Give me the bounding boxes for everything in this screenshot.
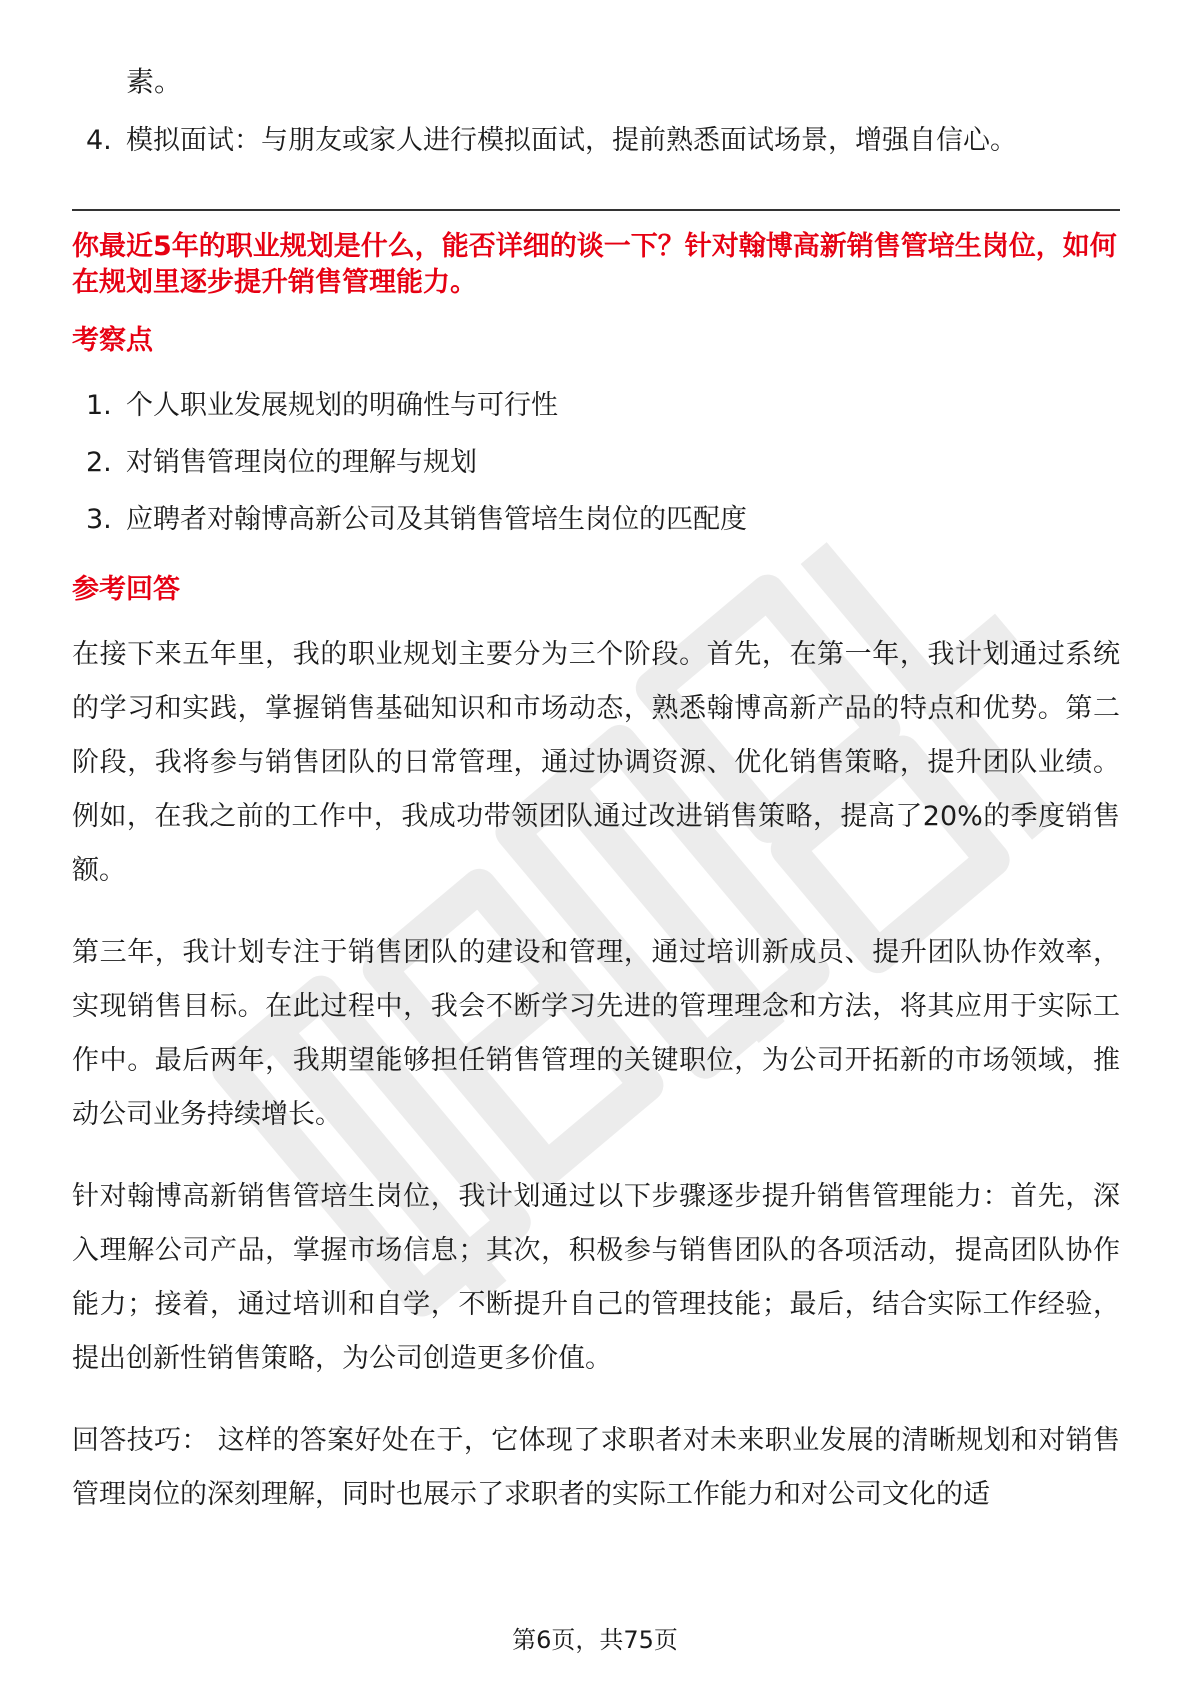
answer-title: 参考回答 bbox=[72, 574, 180, 605]
list-item bbox=[72, 112, 1120, 169]
list-item-number: 3. bbox=[86, 504, 112, 535]
list-item-number: 2. bbox=[86, 447, 112, 478]
answer-paragraph: 针对翰博高新销售管培生岗位，我计划通过以下步骤逐步提升销售管理能力：首先，深入理解公司产品，掌握市场信息；其次，积极参与销售团队的各项活动，提高团队协作能力；接着，通过培训和自学，不断提升自己的管理技能；最后，结合实际工作经验，提出创新性销售策略，为公司创造更多价值。 bbox=[72, 1181, 1120, 1374]
list-item-text: 个人职业发展规划的明确性与可行性 bbox=[126, 390, 558, 421]
list-item bbox=[72, 434, 1120, 491]
list-item-number: 1. bbox=[86, 390, 112, 421]
focus-list bbox=[72, 377, 1120, 548]
list-item-text: 应聘者对翰博高新公司及其销售管培生岗位的匹配度 bbox=[126, 504, 747, 535]
section-divider bbox=[72, 209, 1120, 211]
tips-list bbox=[72, 112, 1120, 169]
page-content bbox=[72, 52, 1120, 1550]
answer-tips-paragraph: 回答技巧： 这样的答案好处在于，它体现了求职者对未来职业发展的清晰规划和对销售管理岗位的深刻理解，同时也展示了求职者的实际工作能力和对公司文化的适 bbox=[72, 1425, 1120, 1510]
list-item-text: 模拟面试：与朋友或家人进行模拟面试，提前熟悉面试场景，增强自信心。 bbox=[126, 125, 1017, 156]
list-item bbox=[72, 377, 1120, 434]
page-number: 第6页，共75页 bbox=[512, 1626, 678, 1654]
list-item bbox=[72, 491, 1120, 548]
focus-title: 考察点 bbox=[72, 325, 153, 356]
list-item-number: 4. bbox=[86, 125, 112, 156]
question-heading: 你最近5年的职业规划是什么，能否详细的谈一下？针对翰博高新销售管培生岗位，如何在规划里逐步提升销售管理能力。 bbox=[72, 231, 1117, 298]
answer-paragraph: 在接下来五年里，我的职业规划主要分为三个阶段。首先，在第一年，我计划通过系统的学习和实践，掌握销售基础知识和市场动态，熟悉翰博高新产品的特点和优势。第二阶段，我将参与销售团队的日常管理，通过协调资源、优化销售策略，提升团队业绩。例如，在我之前的工作中，我成功带领团队通过改进销售策略，提高了20%的季度销售额。 bbox=[72, 639, 1120, 886]
list-item-text: 对销售管理岗位的理解与规划 bbox=[126, 447, 477, 478]
continued-list-text: 素。 bbox=[126, 65, 183, 98]
answer-paragraph: 第三年，我计划专注于销售团队的建设和管理，通过培训新成员、提升团队协作效率，实现销售目标。在此过程中，我会不断学习先进的管理理念和方法，将其应用于实际工作中。最后两年，我期望能够担任销售管理的关键职位，为公司开拓新的市场领域，推动公司业务持续增长。 bbox=[72, 937, 1120, 1130]
